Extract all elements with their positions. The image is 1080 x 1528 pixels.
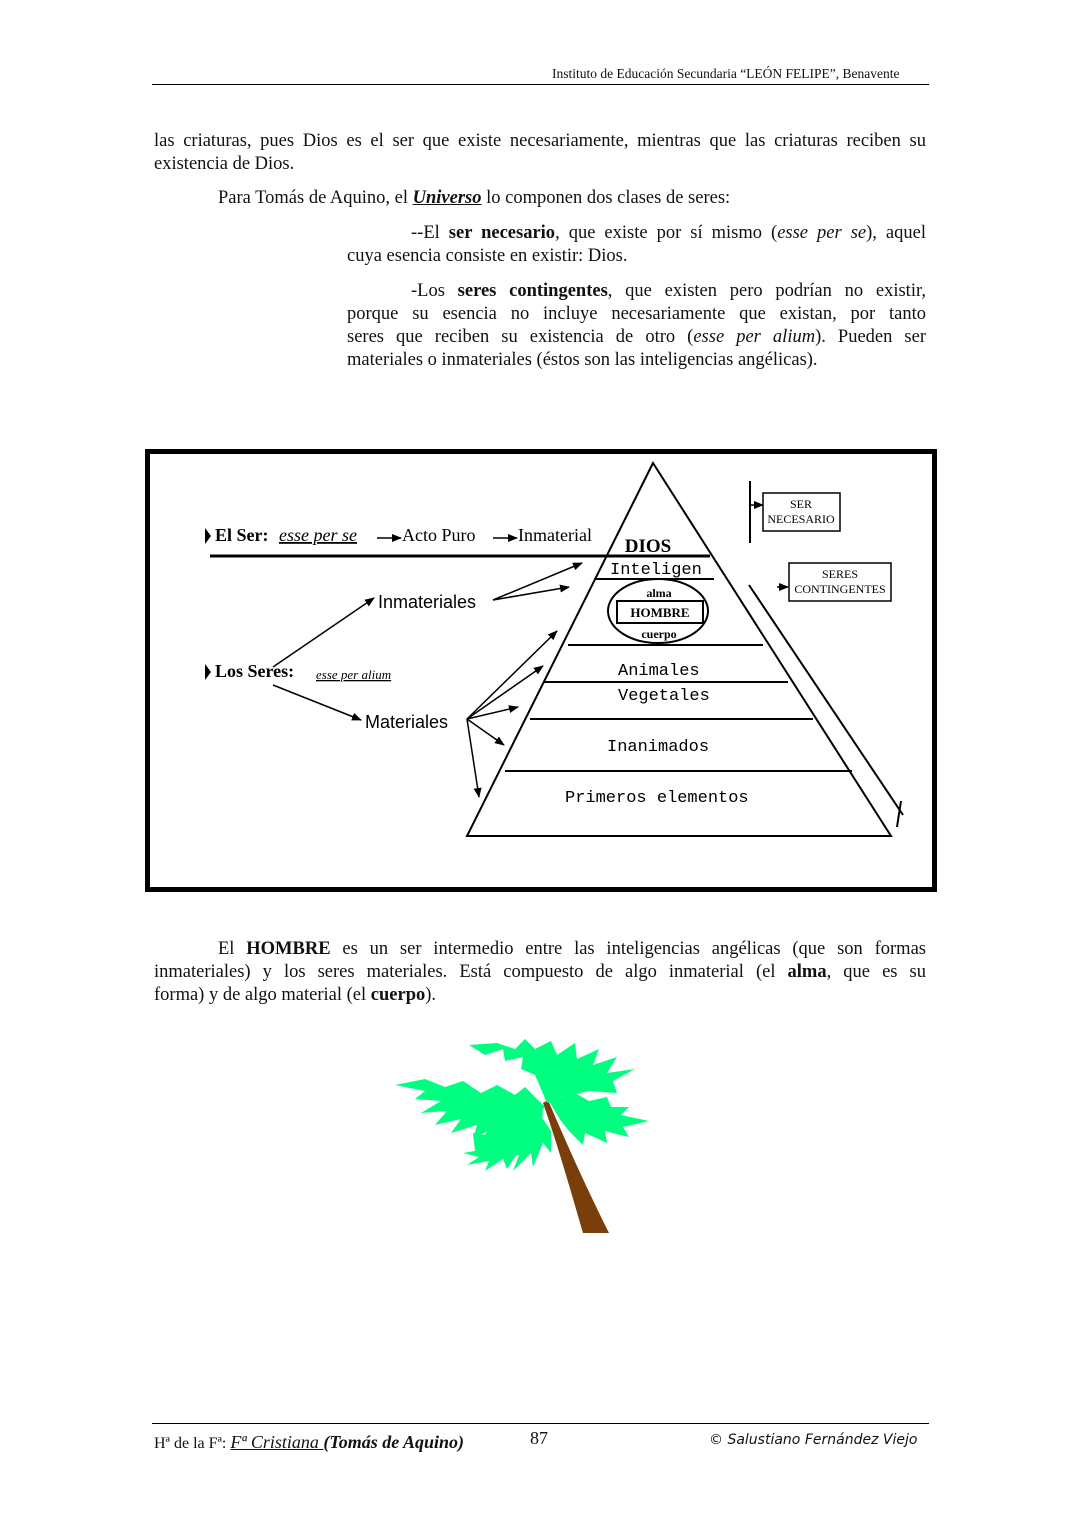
b2-line-3-pre: seres que reciben su existencia de otro ( bbox=[347, 327, 694, 347]
p3-line-2-post: , que es su bbox=[826, 962, 926, 982]
esse-per-se-label: esse per se bbox=[279, 525, 357, 545]
b2-bold: seres contingentes bbox=[457, 281, 608, 301]
header-rule bbox=[152, 84, 929, 85]
paragraph-2-pre: Para Tomás de Aquino, el bbox=[218, 188, 413, 208]
paragraph-1-line-1: las criaturas, pues Dios es el ser que existe necesariamente, mientras que las criaturas reciben su bbox=[154, 131, 926, 151]
b1-mid: , que existe por sí mismo ( bbox=[555, 223, 778, 243]
p3-bold: HOMBRE bbox=[246, 939, 331, 959]
footer-left bbox=[154, 1432, 464, 1453]
footer-rule bbox=[152, 1423, 929, 1424]
p3-line-2-pre: inmateriales) y los seres materiales. Está compuesto de algo inmaterial (el bbox=[154, 962, 788, 982]
b1-line-2: cuya esencia consiste en existir: Dios. bbox=[347, 246, 628, 266]
ser-necesario-line-1: SER bbox=[789, 497, 813, 511]
universe-pyramid-diagram bbox=[145, 449, 937, 893]
animales-label: Animales bbox=[618, 662, 700, 681]
footer-ha: Hª de la Fª: bbox=[154, 1435, 231, 1452]
hombre-label: HOMBRE bbox=[630, 605, 690, 620]
p3-post: es un ser intermedio entre las inteligencias angélicas (que son formas bbox=[330, 939, 926, 959]
inteligen-label: Inteligen bbox=[610, 561, 702, 580]
acto-puro-label: Acto Puro bbox=[402, 525, 476, 545]
paragraph-2-post: lo componen dos clases de seres: bbox=[481, 188, 731, 208]
b2-line-4: materiales o inmateriales (éstos son las inteligencias angélicas). bbox=[347, 350, 818, 370]
paragraph-1 bbox=[154, 130, 926, 176]
palm-leaves bbox=[395, 1039, 649, 1171]
b2-line-3-italic: esse per alium bbox=[693, 327, 816, 347]
cuerpo-label: cuerpo bbox=[641, 627, 677, 641]
seres-contingentes-line-2: CONTINGENTES bbox=[794, 582, 886, 596]
esse-per-alium-label: esse per alium bbox=[316, 667, 392, 682]
el-ser-label: El Ser: bbox=[215, 525, 269, 545]
universo-term: Universo bbox=[412, 188, 482, 208]
b2-pre: -Los bbox=[411, 281, 458, 301]
b1-pre: --El bbox=[411, 223, 449, 243]
materiales-label: Materiales bbox=[365, 712, 449, 732]
footer-author: © Salustiano Fernández Viejo bbox=[709, 1432, 918, 1448]
bullet-ser-necesario bbox=[347, 222, 926, 268]
inanimados-label: Inanimados bbox=[607, 738, 710, 757]
paragraph-hombre bbox=[154, 938, 926, 1007]
inmateriales-label: Inmateriales bbox=[378, 592, 477, 612]
dios-label: DIOS bbox=[624, 536, 672, 557]
footer-fa-cristiana: Fª Cristiana bbox=[230, 1432, 324, 1452]
page-number: 87 bbox=[530, 1428, 548, 1448]
p3-line-3-bold: cuerpo bbox=[370, 985, 426, 1005]
b1-bold: ser necesario bbox=[448, 223, 556, 243]
p3-line-3-pre: forma) y de algo material (el bbox=[154, 985, 371, 1005]
primeros-elementos-label: Primeros elementos bbox=[565, 789, 749, 808]
p3-line-3-post: ). bbox=[425, 985, 437, 1005]
b1-post: ), aquel bbox=[866, 223, 926, 243]
footer-tomas: (Tomás de Aquino) bbox=[323, 1432, 465, 1452]
paragraph-2 bbox=[218, 187, 928, 210]
p3-line-2-bold: alma bbox=[787, 962, 827, 982]
paragraph-1-line-2: existencia de Dios. bbox=[154, 154, 295, 174]
seres-contingentes-line-1: SERES bbox=[821, 567, 859, 581]
b1-italic: esse per se bbox=[777, 223, 867, 243]
bullet-seres-contingentes bbox=[347, 280, 926, 372]
p3-pre: El bbox=[218, 939, 247, 959]
alma-label: alma bbox=[646, 586, 672, 600]
ser-necesario-line-2: NECESARIO bbox=[767, 512, 835, 526]
los-seres-label: Los Seres: bbox=[215, 661, 295, 681]
b2-post: , que existen pero podrían no existir, bbox=[607, 281, 927, 301]
b2-line-2: porque su esencia no incluye necesariamente que existan, por tanto bbox=[347, 304, 926, 324]
vegetales-label: Vegetales bbox=[618, 687, 710, 706]
b2-line-3-post: ). Pueden ser bbox=[815, 327, 927, 347]
inmaterial-label: Inmaterial bbox=[518, 525, 592, 545]
page-header: Instituto de Educación Secundaria “LEÓN FELIPE”, Benavente bbox=[552, 66, 900, 81]
palm-tree-image bbox=[385, 1035, 655, 1240]
